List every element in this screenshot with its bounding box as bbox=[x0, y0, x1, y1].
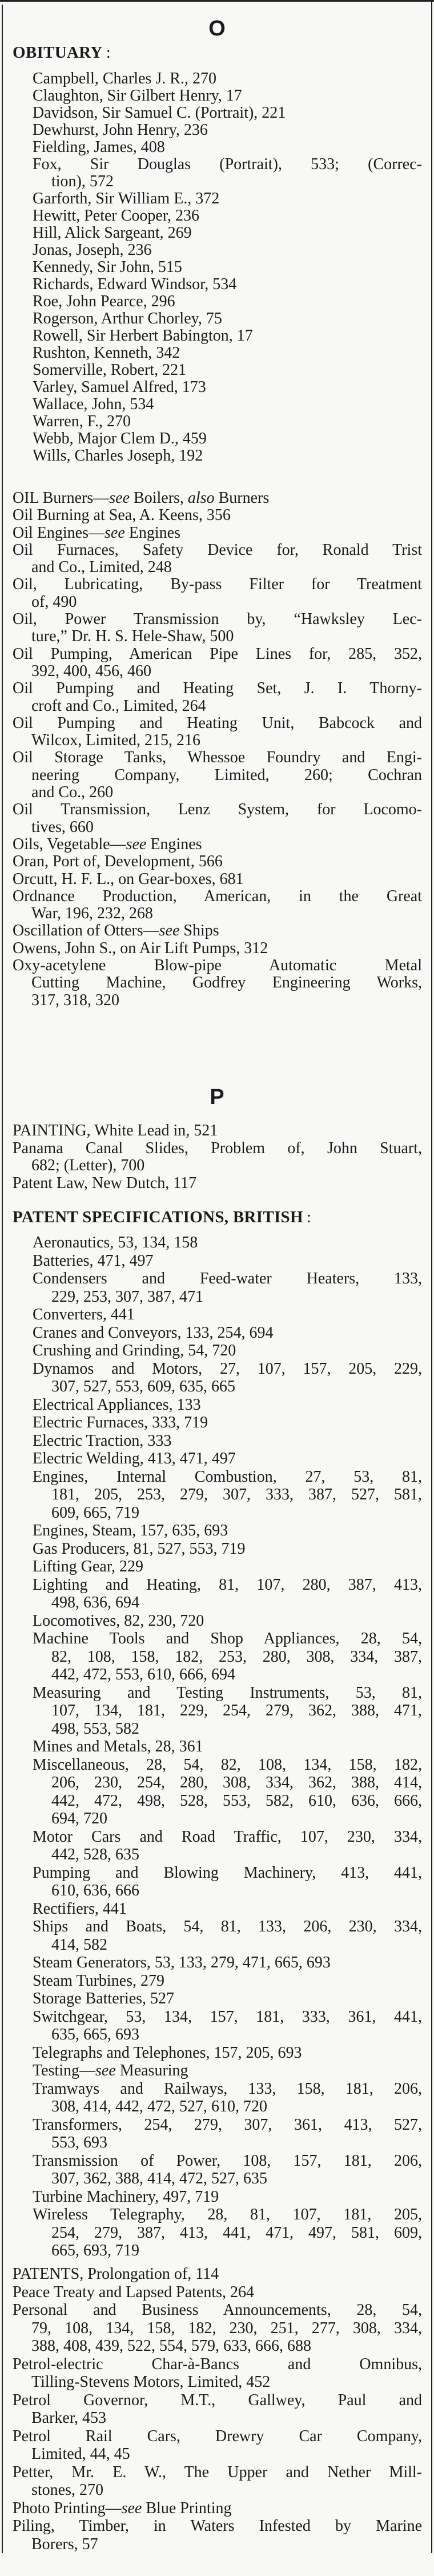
entry-line: Oil, Power Transmission by, “Hawksley Lec- bbox=[13, 610, 422, 629]
entry-line: stones, 270 bbox=[31, 2481, 103, 2499]
frame-right-rule bbox=[431, 0, 432, 2553]
entry-line: Personal and Business Announcements, 28, 54, bbox=[13, 2301, 422, 2319]
index-subentry bbox=[13, 2008, 422, 2044]
index-subentry bbox=[13, 1342, 422, 1360]
entry-line: Aeronautics, 53, 134, 158 bbox=[33, 1234, 198, 1251]
index-entry bbox=[13, 1175, 422, 1193]
entry-line: Electric Furnaces, 333, 719 bbox=[33, 1414, 208, 1431]
p-entries-list bbox=[13, 1122, 422, 1192]
entry-line: Dynamos and Motors, 27, 107, 157, 205, 229, bbox=[33, 1359, 422, 1378]
index-entry bbox=[13, 2283, 422, 2302]
index-entry bbox=[13, 2499, 422, 2518]
entry-line: PAINTING, White Lead in, 521 bbox=[13, 1122, 218, 1139]
entry-line: Ships and Boats, 54, 81, 133, 206, 230, 334, bbox=[33, 1918, 422, 1935]
index-subentry bbox=[13, 1756, 422, 1828]
entry-line: Oil Engines—see Engines bbox=[13, 523, 180, 542]
entry-line: Measuring and Testing Instruments, 53, 81, bbox=[33, 1683, 422, 1702]
entry-line: Oscillation of Otters—see Ships bbox=[13, 922, 219, 940]
entry-line: Batteries, 471, 497 bbox=[33, 1251, 154, 1270]
cross-reference-word: see bbox=[95, 2062, 116, 2079]
index-entry bbox=[13, 2517, 422, 2553]
entry-line: Gas Producers, 81, 527, 553, 719 bbox=[33, 1539, 246, 1558]
index-subentry bbox=[13, 1522, 422, 1540]
index-entry bbox=[13, 888, 422, 923]
entry-line: 442, 472, 553, 610, 666, 694 bbox=[51, 1666, 235, 1683]
patent-specifications-list bbox=[13, 1234, 422, 2260]
index-subentry bbox=[13, 2152, 422, 2188]
index-subentry bbox=[13, 1684, 422, 1738]
entry-line: Testing—see Measuring bbox=[33, 2062, 188, 2079]
index-subentry bbox=[13, 1324, 422, 1342]
entry-line: Transmission of Power, 108, 157, 181, 206, bbox=[33, 2151, 422, 2170]
index-entry bbox=[13, 2427, 422, 2463]
index-subentry bbox=[13, 362, 422, 379]
entry-line: Somerville, Robert, 221 bbox=[33, 361, 187, 379]
index-entry bbox=[13, 680, 422, 715]
index-subentry bbox=[13, 1900, 422, 1918]
entry-line: Machine Tools and Shop Appliances, 28, 54, bbox=[33, 1630, 422, 1647]
entry-line: Converters, 441 bbox=[33, 1306, 135, 1323]
entry-line: 388, 408, 439, 522, 554, 579, 633, 666, 688 bbox=[31, 2337, 311, 2355]
entry-line: Oil Furnaces, Safety Device for, Ronald Trist bbox=[13, 541, 422, 559]
entry-line: Cranes and Conveyors, 133, 254, 694 bbox=[33, 1323, 274, 1342]
obituary-title: OBITUARY bbox=[13, 43, 103, 62]
index-subentry bbox=[13, 1864, 422, 1900]
entry-line: Rogerson, Arthur Chorley, 75 bbox=[33, 310, 222, 327]
entry-line: Oil, Lubricating, By-pass Filter for Treatment bbox=[13, 575, 422, 594]
entry-line: 307, 527, 553, 609, 635, 665 bbox=[51, 1378, 235, 1395]
entry-line: 442, 472, 498, 528, 553, 582, 610, 636, 666, bbox=[51, 1791, 422, 1810]
index-subentry bbox=[13, 1738, 422, 1756]
index-subentry bbox=[13, 105, 422, 122]
index-entry bbox=[13, 1140, 422, 1175]
entry-line: Transformers, 254, 279, 307, 361, 413, 527, bbox=[33, 2115, 422, 2134]
index-subentry bbox=[13, 293, 422, 310]
entry-line: 181, 205, 253, 279, 307, 333, 387, 527, 581, bbox=[51, 1486, 422, 1503]
entry-line: Dewhurst, John Henry, 236 bbox=[33, 121, 208, 139]
entry-line: Claughton, Sir Gilbert Henry, 17 bbox=[33, 87, 242, 105]
p-entries-list-continued bbox=[13, 2265, 422, 2553]
entry-line: Steam Turbines, 279 bbox=[33, 1971, 165, 1990]
entry-line: Cutting Machine, Godfrey Engineering Works, bbox=[31, 974, 422, 992]
obituary-list bbox=[13, 70, 422, 465]
entry-line: Switchgear, 53, 134, 157, 181, 333, 361, 441, bbox=[33, 2007, 422, 2026]
entry-line: Engines, Internal Combustion, 27, 53, 81, bbox=[33, 1467, 422, 1486]
entry-line: ture,” Dr. H. S. Hele-Shaw, 500 bbox=[31, 627, 234, 646]
entry-line: Wills, Charles Joseph, 192 bbox=[33, 447, 203, 465]
index-entry bbox=[13, 801, 422, 836]
index-entry bbox=[13, 957, 422, 1009]
entry-line: 694, 720 bbox=[51, 1810, 107, 1827]
index-entry bbox=[13, 871, 422, 888]
entry-line: 498, 636, 694 bbox=[51, 1594, 139, 1611]
index-subentry bbox=[13, 1576, 422, 1612]
index-subentry bbox=[13, 396, 422, 413]
entry-line: 442, 528, 635 bbox=[51, 1846, 139, 1863]
entry-line: 107, 134, 181, 229, 254, 279, 362, 388, 471, bbox=[51, 1702, 422, 1719]
index-entry bbox=[13, 836, 422, 853]
cross-reference-word: see bbox=[126, 835, 147, 853]
entry-line: Orcutt, H. F. L., on Gear-boxes, 681 bbox=[13, 870, 244, 888]
entry-line: Oil Burning at Sea, A. Keens, 356 bbox=[13, 506, 231, 525]
index-subentry bbox=[13, 156, 422, 190]
cross-reference-word: see bbox=[105, 523, 125, 542]
section-letter-p: P bbox=[210, 1085, 224, 1109]
index-subentry bbox=[13, 2044, 422, 2062]
index-subentry bbox=[13, 2062, 422, 2080]
entry-line: Garforth, Sir William E., 372 bbox=[33, 190, 220, 207]
entry-line: OIL Burners—see Boilers, also Burners bbox=[13, 489, 270, 507]
entry-line: Petrol Rail Cars, Drewry Car Company, bbox=[13, 2427, 422, 2445]
entry-line: Panama Canal Slides, Problem of, John Stuart, bbox=[13, 1139, 422, 1157]
entry-line: Engines, Steam, 157, 635, 693 bbox=[33, 1522, 228, 1539]
entry-line: Electrical Appliances, 133 bbox=[33, 1395, 201, 1414]
index-subentry bbox=[13, 2116, 422, 2152]
index-subentry bbox=[13, 225, 422, 242]
index-subentry bbox=[13, 1306, 422, 1324]
index-subentry bbox=[13, 87, 422, 105]
entry-line: Fielding, James, 408 bbox=[33, 138, 165, 156]
entry-line: Barker, 453 bbox=[31, 2409, 107, 2427]
entry-line: 498, 553, 582 bbox=[51, 1719, 139, 1738]
index-entry bbox=[13, 715, 422, 750]
index-entry bbox=[13, 2463, 422, 2499]
entry-line: Varley, Samuel Alfred, 173 bbox=[33, 378, 206, 396]
entry-line: Electric Welding, 413, 471, 497 bbox=[33, 1450, 236, 1467]
entry-line: Roe, John Pearce, 296 bbox=[33, 293, 175, 310]
entry-line: Hill, Alick Sargeant, 269 bbox=[33, 224, 192, 242]
entry-line: Condensers and Feed-water Heaters, 133, bbox=[33, 1270, 422, 1287]
entry-line: Storage Batteries, 527 bbox=[33, 1990, 175, 2007]
entry-line: Oil Transmission, Lenz System, for Locomo- bbox=[13, 801, 422, 819]
entry-line: and Co., 260 bbox=[31, 783, 114, 802]
index-subentry bbox=[13, 379, 422, 396]
entry-line: 79, 108, 134, 158, 182, 230, 251, 277, 308, 334, bbox=[31, 2319, 422, 2337]
entry-line: 610, 636, 666 bbox=[51, 1882, 139, 1899]
entry-line: Lifting Gear, 229 bbox=[33, 1558, 144, 1575]
section-letter-o: O bbox=[208, 17, 226, 41]
index-subentry bbox=[13, 1558, 422, 1576]
index-entry bbox=[13, 611, 422, 646]
entry-line: Locomotives, 82, 230, 720 bbox=[33, 1611, 204, 1630]
entry-line: 206, 230, 254, 280, 308, 334, 362, 388, 414, bbox=[51, 1774, 422, 1791]
entry-line: Oil Pumping and Heating Set, J. I. Thorny- bbox=[13, 679, 422, 698]
entry-line: Borers, 57 bbox=[31, 2535, 98, 2553]
entry-line: tion), 572 bbox=[51, 173, 114, 190]
index-entry bbox=[13, 749, 422, 801]
index-entry bbox=[13, 1122, 422, 1140]
entry-line: Owens, John S., on Air Lift Pumps, 312 bbox=[13, 939, 268, 957]
entry-line: 635, 665, 693 bbox=[51, 2026, 139, 2043]
index-subentry bbox=[13, 1360, 422, 1396]
index-subentry bbox=[13, 207, 422, 225]
entry-line: Wallace, John, 534 bbox=[33, 395, 154, 413]
index-entry bbox=[13, 507, 422, 524]
entry-line: Patent Law, New Dutch, 117 bbox=[13, 1174, 197, 1192]
index-subentry bbox=[13, 1828, 422, 1864]
entry-line: 307, 362, 388, 414, 472, 527, 635 bbox=[51, 2170, 267, 2187]
entry-line: Oxy-acetylene Blow-pipe Automatic Metal bbox=[13, 957, 422, 975]
index-entry bbox=[13, 542, 422, 577]
entry-line: 665, 693, 719 bbox=[51, 2242, 139, 2259]
entry-line: Kennedy, Sir John, 515 bbox=[33, 258, 182, 276]
entry-line: Wilcox, Limited, 215, 216 bbox=[31, 731, 200, 750]
entry-line: Petter, Mr. E. W., The Upper and Nether Mill- bbox=[13, 2463, 422, 2481]
index-subentry bbox=[13, 2206, 422, 2260]
index-entry bbox=[13, 853, 422, 870]
entry-line: Photo Printing—see Blue Printing bbox=[13, 2499, 232, 2517]
index-subentry bbox=[13, 1432, 422, 1450]
entry-line: 82, 108, 158, 182, 253, 280, 308, 334, 387, bbox=[51, 1647, 422, 1666]
index-entry bbox=[13, 2391, 422, 2427]
cross-reference-word: also bbox=[187, 489, 215, 507]
entry-line: 229, 253, 307, 387, 471 bbox=[51, 1287, 203, 1306]
entry-line: Oran, Port of, Development, 566 bbox=[13, 853, 223, 871]
entry-line: tives, 660 bbox=[31, 818, 94, 836]
entry-line: Miscellaneous, 28, 54, 82, 108, 134, 158, 182, bbox=[33, 1755, 422, 1774]
index-subentry bbox=[13, 345, 422, 362]
entry-line: Steam Generators, 53, 133, 279, 471, 665, 693 bbox=[33, 1954, 331, 1971]
entry-line: 682; (Letter), 700 bbox=[31, 1157, 145, 1174]
entry-line: Fox, Sir Douglas (Portrait), 533; (Correc- bbox=[33, 155, 422, 173]
entry-line: Webb, Major Clem D., 459 bbox=[33, 430, 207, 447]
entry-line: Petrol-electric Char-à-Bancs and Omnibus, bbox=[13, 2355, 422, 2373]
index-subentry bbox=[13, 1396, 422, 1414]
entry-line: 414, 582 bbox=[51, 1935, 107, 1954]
index-subentry bbox=[13, 1612, 422, 1630]
entry-line: Oil Pumping and Heating Unit, Babcock and bbox=[13, 714, 422, 732]
index-subentry bbox=[13, 1954, 422, 1972]
index-subentry bbox=[13, 327, 422, 345]
index-subentry bbox=[13, 1414, 422, 1432]
heading-colon: : bbox=[106, 43, 111, 62]
entry-line: Rushton, Kenneth, 342 bbox=[33, 344, 180, 362]
frame-top-rule bbox=[0, 0, 434, 2]
entry-line: Petrol Governor, M.T., Gallwey, Paul and bbox=[13, 2391, 422, 2409]
entry-line: Ordnance Production, American, in the Great bbox=[13, 887, 422, 905]
entry-line: Davidson, Sir Samuel C. (Portrait), 221 bbox=[33, 104, 286, 122]
entry-line: 609, 665, 719 bbox=[51, 1503, 139, 1522]
entry-line: Warren, F., 270 bbox=[33, 413, 131, 430]
index-subentry bbox=[13, 1450, 422, 1468]
entry-line: Hewitt, Peter Cooper, 236 bbox=[33, 207, 200, 225]
entry-line: Peace Treaty and Lapsed Patents, 264 bbox=[13, 2283, 255, 2301]
entry-line: War, 196, 232, 268 bbox=[31, 905, 153, 923]
index-entry bbox=[13, 2301, 422, 2355]
index-entry bbox=[13, 2355, 422, 2391]
index-subentry bbox=[13, 1252, 422, 1270]
entry-line: Crushing and Grinding, 54, 720 bbox=[33, 1342, 236, 1359]
entry-line: Rectifiers, 441 bbox=[33, 1899, 127, 1918]
entry-line: Oil Storage Tanks, Whessoe Foundry and Engi- bbox=[13, 749, 422, 767]
index-subentry bbox=[13, 1918, 422, 1954]
index-entry bbox=[13, 940, 422, 957]
index-subentry bbox=[13, 310, 422, 327]
index-entry bbox=[13, 646, 422, 681]
cross-reference-word: see bbox=[109, 489, 130, 507]
patent-specifications-heading bbox=[13, 1207, 311, 1227]
entry-line: neering Company, Limited, 260; Cochran bbox=[31, 766, 422, 784]
index-subentry bbox=[13, 276, 422, 293]
index-subentry bbox=[13, 1990, 422, 2008]
entry-line: 254, 279, 387, 413, 441, 471, 497, 581, 609, bbox=[51, 2223, 422, 2242]
index-subentry bbox=[13, 122, 422, 139]
entry-line: 553, 693 bbox=[51, 2134, 107, 2151]
entry-line: Limited, 44, 45 bbox=[31, 2445, 130, 2463]
obituary-heading bbox=[13, 43, 111, 62]
entry-line: Motor Cars and Road Traffic, 107, 230, 334, bbox=[33, 1827, 422, 1846]
entry-line: and Co., Limited, 248 bbox=[31, 558, 172, 577]
o-entries-list bbox=[13, 490, 422, 1009]
index-subentry bbox=[13, 190, 422, 207]
entry-line: Richards, Edward Windsor, 534 bbox=[33, 275, 237, 293]
entry-line: Electric Traction, 333 bbox=[33, 1431, 172, 1450]
index-entry bbox=[13, 922, 422, 939]
index-entry bbox=[13, 490, 422, 507]
entry-line: of, 490 bbox=[31, 593, 77, 611]
index-subentry bbox=[13, 1540, 422, 1558]
entry-line: 317, 318, 320 bbox=[31, 991, 119, 1009]
index-subentry bbox=[13, 447, 422, 465]
index-subentry bbox=[13, 259, 422, 276]
entry-line: Telegraphs and Telephones, 157, 205, 693 bbox=[33, 2043, 302, 2062]
entry-line: Campbell, Charles J. R., 270 bbox=[33, 70, 216, 87]
index-subentry bbox=[13, 413, 422, 430]
entry-line: Wireless Telegraphy, 28, 81, 107, 181, 205, bbox=[33, 2206, 422, 2223]
entry-line: Turbine Machinery, 497, 719 bbox=[33, 2187, 219, 2206]
patent-specifications-title: PATENT SPECIFICATIONS, BRITISH bbox=[13, 1208, 303, 1226]
entry-line: croft and Co., Limited, 264 bbox=[31, 697, 206, 715]
index-subentry bbox=[13, 139, 422, 156]
cross-reference-word: see bbox=[159, 922, 180, 940]
entry-line: Mines and Metals, 28, 361 bbox=[33, 1738, 203, 1755]
frame-left-rule bbox=[2, 5, 3, 2553]
entry-line: Tramways and Railways, 133, 158, 181, 206, bbox=[33, 2079, 422, 2098]
index-subentry bbox=[13, 1270, 422, 1306]
heading-colon: : bbox=[306, 1208, 312, 1226]
index-entry bbox=[13, 576, 422, 611]
entry-line: Jonas, Joseph, 236 bbox=[33, 241, 152, 259]
entry-line: Pumping and Blowing Machinery, 413, 441, bbox=[33, 1863, 422, 1882]
entry-line: Tilling-Stevens Motors, Limited, 452 bbox=[31, 2373, 271, 2391]
entry-line: 308, 414, 442, 472, 527, 610, 720 bbox=[51, 2098, 267, 2115]
index-subentry bbox=[13, 1972, 422, 1990]
cross-reference-word: see bbox=[121, 2499, 142, 2517]
index-entry bbox=[13, 525, 422, 542]
index-subentry bbox=[13, 2188, 422, 2206]
entry-line: PATENTS, Prolongation of, 114 bbox=[13, 2265, 219, 2283]
entry-line: Piling, Timber, in Waters Infested by Marine bbox=[13, 2517, 422, 2535]
entry-line: Rowell, Sir Herbert Babington, 17 bbox=[33, 327, 253, 345]
index-subentry bbox=[13, 1468, 422, 1522]
index-subentry bbox=[13, 1630, 422, 1684]
entry-line: Oils, Vegetable—see Engines bbox=[13, 835, 202, 853]
index-subentry bbox=[13, 242, 422, 259]
index-subentry bbox=[13, 430, 422, 447]
index-subentry bbox=[13, 70, 422, 87]
entry-line: Lighting and Heating, 81, 107, 280, 387, 413, bbox=[33, 1575, 422, 1594]
entry-line: 392, 400, 456, 460 bbox=[31, 662, 151, 680]
entry-line: Oil Pumping, American Pipe Lines for, 285, 352, bbox=[13, 645, 422, 663]
index-entry bbox=[13, 2265, 422, 2283]
index-subentry bbox=[13, 1234, 422, 1252]
index-subentry bbox=[13, 2080, 422, 2116]
